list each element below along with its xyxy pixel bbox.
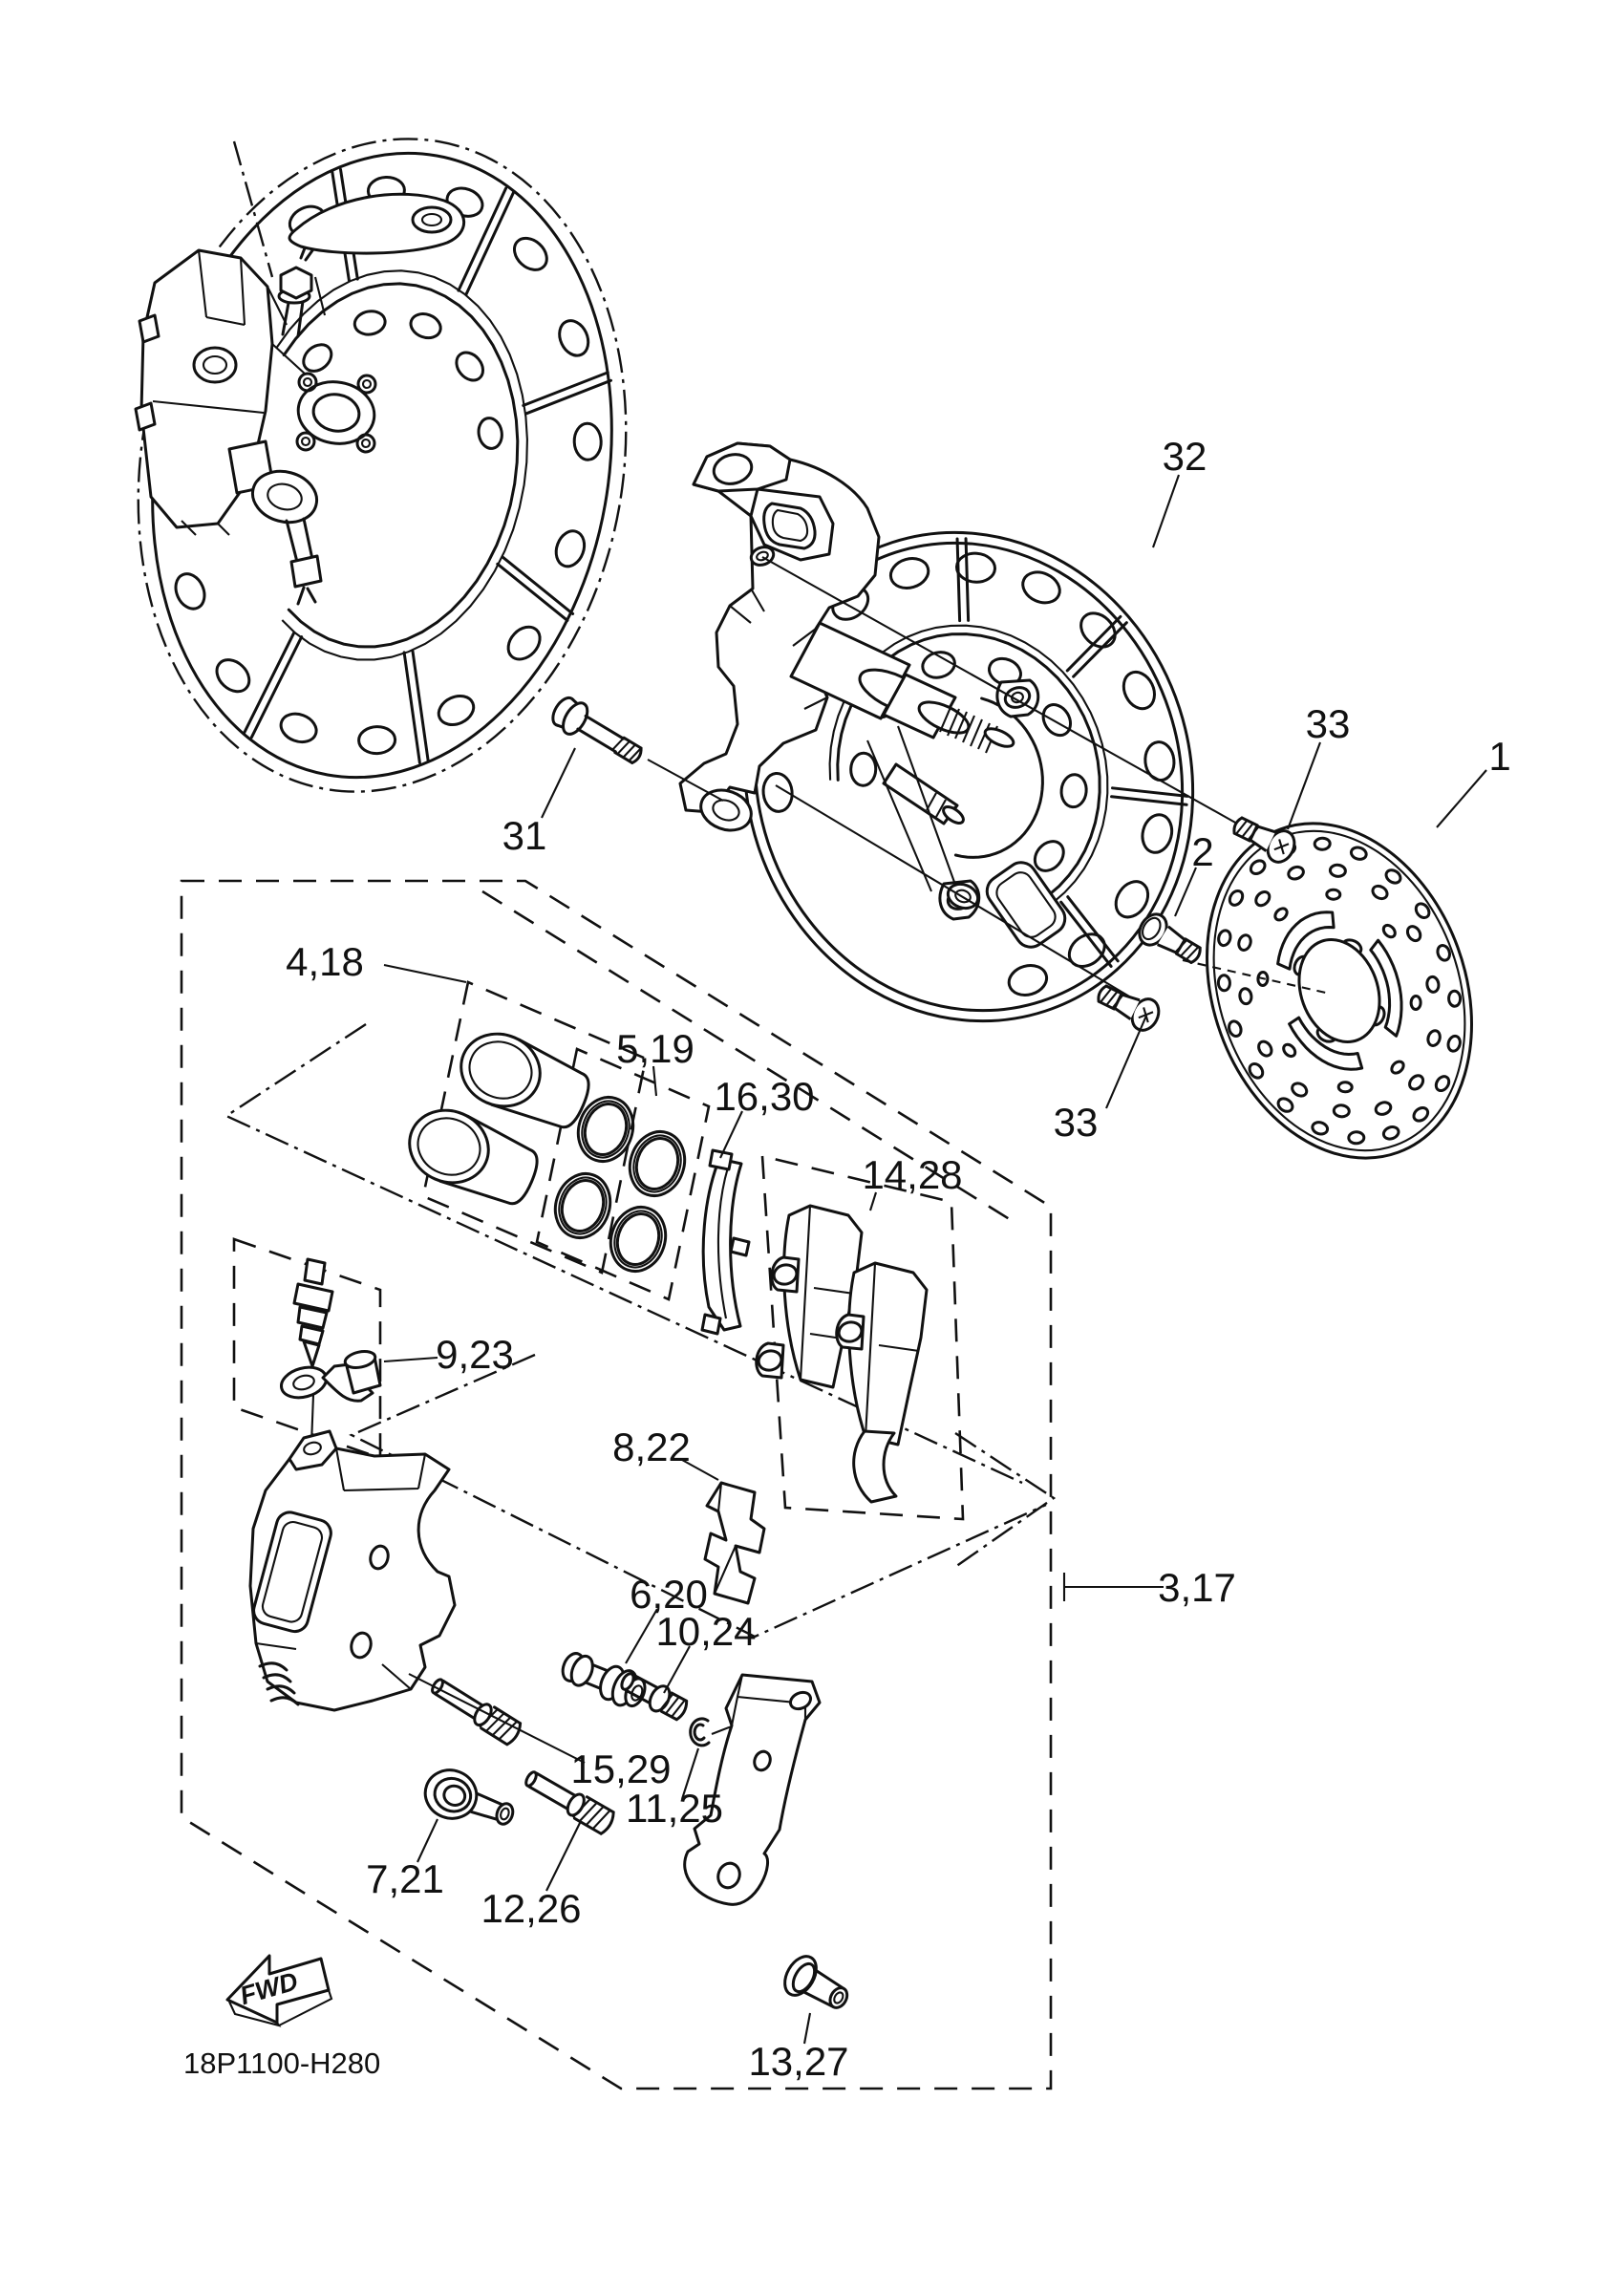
callout-leader <box>542 748 575 818</box>
callout-leader <box>1288 742 1320 829</box>
pad-wear-hook <box>854 1431 896 1502</box>
slide-pin-boot-620 <box>558 1647 651 1713</box>
assembled-steering-arm <box>289 194 464 253</box>
callout-label-33: 33 <box>1053 1100 1099 1145</box>
callout-leader <box>546 1821 581 1891</box>
brake-pad-inner <box>757 1206 862 1387</box>
callout-label-5,19: 5,19 <box>616 1026 694 1071</box>
callout-label-32: 32 <box>1162 434 1207 479</box>
bolt-33-lower <box>1093 977 1164 1034</box>
bracket-bushing-1327 <box>779 1951 856 2020</box>
caliper-body <box>250 1431 455 1710</box>
pin-bolt-1529 <box>428 1674 524 1747</box>
callout-leader <box>626 1609 657 1663</box>
callout-label-2: 2 <box>1191 829 1214 874</box>
pad-retainer-clip <box>705 1483 764 1603</box>
callout-label-13,27: 13,27 <box>748 2039 849 2084</box>
fwd-direction-arrow <box>227 1956 331 2025</box>
callout-label-33: 33 <box>1305 701 1351 746</box>
callout-label-6,20: 6,20 <box>630 1572 708 1617</box>
callout-label-8,22: 8,22 <box>612 1425 691 1469</box>
callout-label-7,21: 7,21 <box>366 1856 444 1901</box>
bleeder-screw-and-cap <box>278 1259 380 1445</box>
brake-disc <box>1162 786 1516 1196</box>
callout-leader <box>1437 770 1486 827</box>
fwd-label: FWD <box>236 1966 302 2011</box>
callout-leader <box>1106 1016 1146 1108</box>
callout-label-3,17: 3,17 <box>1158 1565 1236 1610</box>
pad-shim <box>702 1150 749 1334</box>
callout-label-14,28: 14,28 <box>862 1152 963 1197</box>
callout-leader <box>409 1674 585 1763</box>
callout-label-16,30: 16,30 <box>714 1074 815 1119</box>
callout-label-10,24: 10,24 <box>655 1609 757 1654</box>
diagram-part-code: 18P1100-H280 <box>183 2047 381 2080</box>
callout-label-11,25: 11,25 <box>626 1786 723 1831</box>
bolt-2 <box>1134 910 1207 971</box>
assembled-front-hub-view <box>88 99 676 830</box>
callout-label-31: 31 <box>502 813 547 858</box>
callout-label-15,29: 15,29 <box>570 1747 672 1791</box>
callout-leader <box>1153 475 1179 547</box>
bolt-31 <box>547 693 648 772</box>
callout-label-12,26: 12,26 <box>481 1886 582 1931</box>
callout-label-4,18: 4,18 <box>286 939 364 984</box>
assembled-tierod-end <box>246 464 322 604</box>
brake-pad-outer <box>837 1263 927 1502</box>
callout-leader <box>384 965 466 982</box>
callout-leader <box>384 1358 438 1361</box>
chain-line-right-chevron <box>955 1433 1054 1567</box>
callout-label-9,23: 9,23 <box>436 1332 514 1377</box>
guard-mount-tab-top <box>997 680 1038 717</box>
callout-label-1: 1 <box>1488 734 1511 779</box>
